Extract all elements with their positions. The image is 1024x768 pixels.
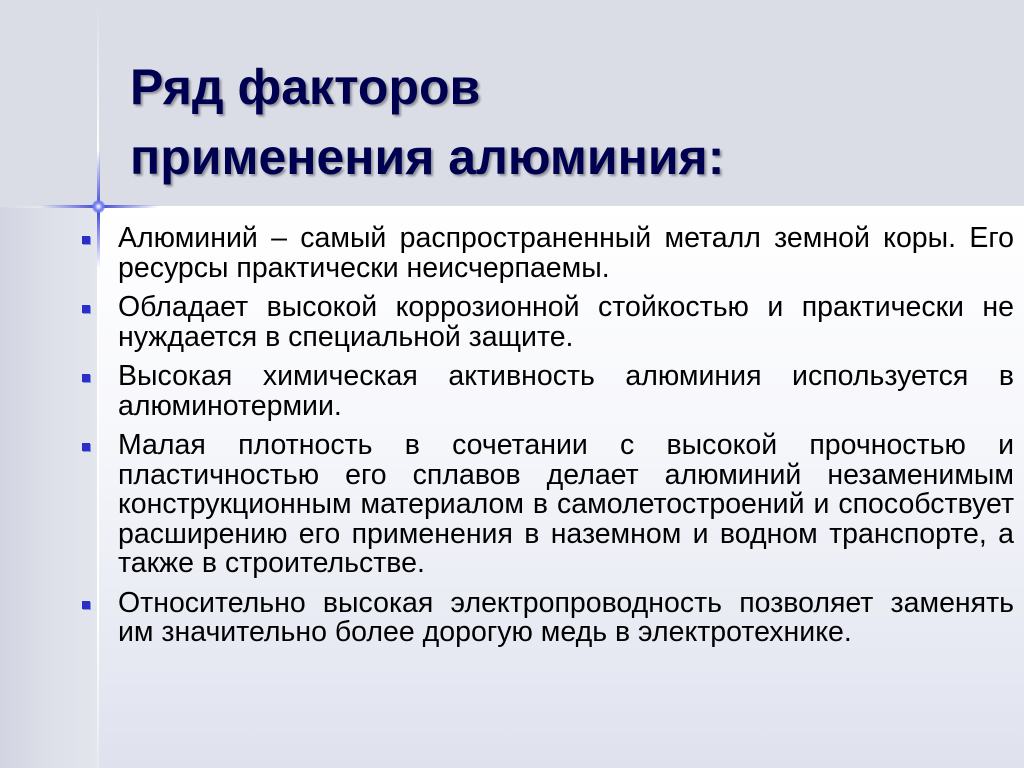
square-bullet-icon [82,236,90,244]
slide-title [130,52,1010,192]
sparkle-icon [92,200,105,213]
bullet-item [0,362,1014,421]
square-bullet-icon [82,374,90,382]
square-bullet-icon [82,601,90,609]
square-bullet-icon [82,305,90,313]
bullet-text: Высокая химическая активность алюминия используется в алюминотермии. [118,360,1014,422]
bullet-item [0,586,1014,648]
bullet-item [0,224,1014,283]
title-line-2: применения алюминия: [130,129,725,185]
bullet-list [0,224,1024,658]
square-bullet-icon [82,443,90,451]
bullet-text: Алюминий – самый распространенный металл земной коры. Его ресурсы практически неисчерпаемы. [118,222,1014,284]
title-line-1: Ряд факторов [130,59,481,115]
bullet-item [0,293,1014,352]
bullet-item [0,431,1014,579]
bullet-text: Малая плотность в сочетании с высокой прочностью и пластичностью его сплавов делает алюминий незаменимым конструкционным материалом в самолетостроений и способствует расширению его применения в наземном и водном транспорте, а также в строительстве. [118,429,1014,579]
bullet-text: Относительно высокая электропроводность позволяет заменять им значительно более дорогую медь в электротехнике. [118,586,1014,648]
bullet-text: Обладает высокой коррозионной стойкостью и практически не нуждается в специальной защите. [118,291,1014,353]
